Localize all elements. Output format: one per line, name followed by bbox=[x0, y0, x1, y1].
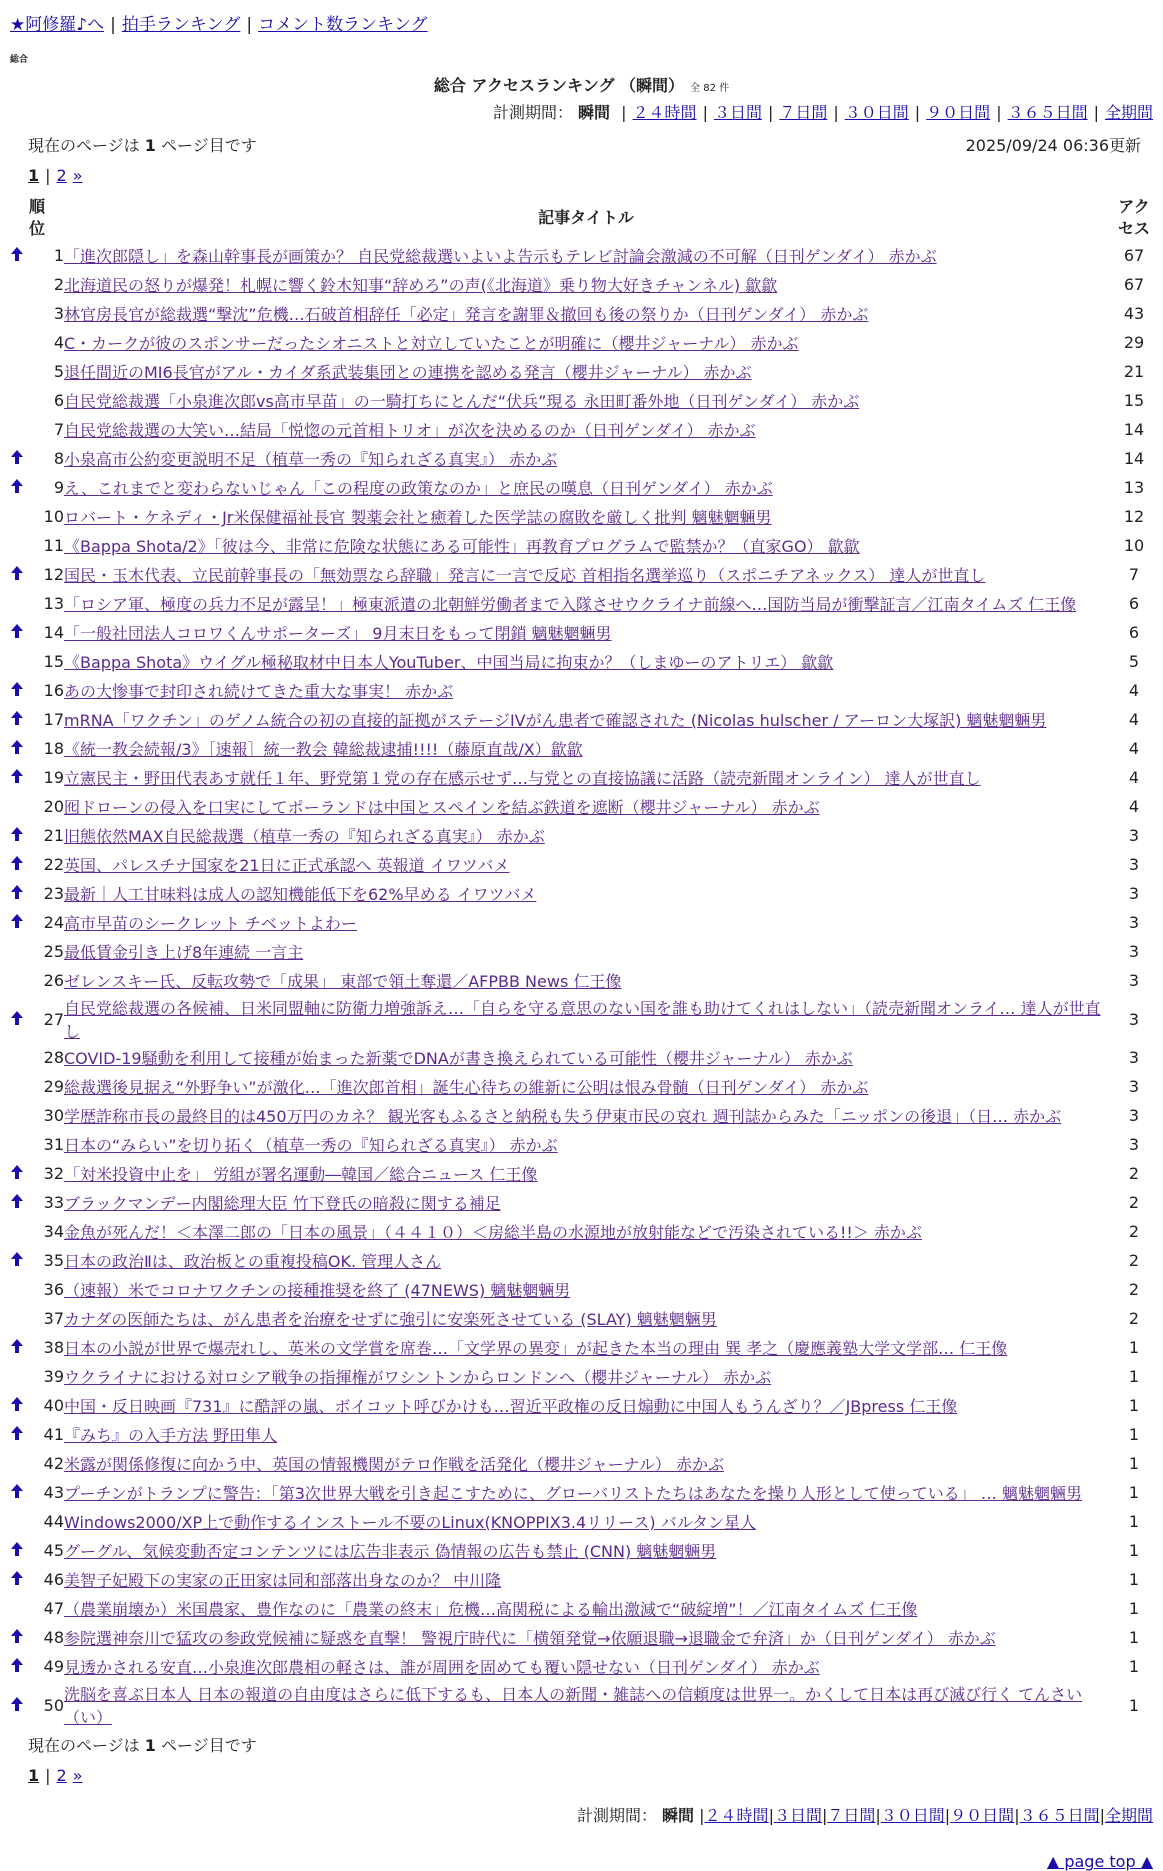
period-links: | ２４時間 | ３日間 | ７日間 | ３０日間 | ９０日間 | ３６５日間 | 全期間 bbox=[621, 103, 1153, 122]
table-row bbox=[10, 1594, 1160, 1623]
table-header-row bbox=[10, 195, 1160, 241]
table-row bbox=[10, 415, 1160, 444]
access-count: 2 bbox=[1128, 1280, 1140, 1299]
rank-cell: 27 bbox=[43, 1009, 64, 1029]
table-row bbox=[10, 1391, 1160, 1420]
article-link[interactable]: 高市早苗のシークレット チベットよわー bbox=[64, 914, 357, 933]
updated-time: 2025/09/24 06:36更新 bbox=[965, 136, 1141, 155]
rank-cell: 42 bbox=[43, 1454, 64, 1473]
table-row bbox=[10, 1304, 1160, 1333]
table-row bbox=[10, 763, 1160, 792]
rank-cell: 39 bbox=[43, 1367, 64, 1386]
page-info-row bbox=[28, 133, 1141, 156]
up-arrow-icon bbox=[11, 1483, 23, 1502]
period-link-1-bottom[interactable]: ３日間 bbox=[773, 1806, 822, 1825]
period-label-bottom: 計測期間： bbox=[576, 1806, 657, 1825]
table-row bbox=[10, 850, 1160, 879]
table-row bbox=[10, 473, 1160, 502]
period-current-bottom: 瞬間 bbox=[662, 1806, 695, 1825]
article-link[interactable]: 英国、パレスチナ国家を21日に正式承認へ 英報道 イワツバメ bbox=[64, 856, 510, 875]
access-count: 1 bbox=[1128, 1454, 1140, 1473]
rank-cell: 12 bbox=[43, 565, 64, 584]
article-link[interactable]: 参院選神奈川で猛攻の参政党候補に疑惑を直撃！ 警視庁時代に「横領発覚→依願退職→退職金で弁済」か（日刊ゲンダイ） 赤かぶ bbox=[64, 1629, 996, 1648]
rank-cell: 45 bbox=[43, 1541, 64, 1560]
period-link-4[interactable]: ９０日間 bbox=[926, 103, 991, 122]
up-arrow-icon bbox=[11, 826, 23, 845]
table-row bbox=[10, 879, 1160, 908]
comment-ranking-link[interactable]: コメント数ランキング bbox=[258, 15, 428, 35]
table-row bbox=[10, 1101, 1160, 1130]
up-arrow-icon bbox=[11, 884, 23, 903]
rank-cell: 16 bbox=[43, 681, 64, 700]
rank-cell: 38 bbox=[43, 1338, 64, 1357]
article-link[interactable]: 学歴詐称市長の最終目的は450万円のカネ？ 観光客もふるさと納税も失う伊東市民の哀れ 週刊誌からみた「ニッポンの後退」（日… 赤かぶ bbox=[64, 1107, 1062, 1126]
article-link[interactable]: プーチンがトランプに警告：「第3次世界大戦を引き起こすために、グローバリストたちはあなたを操り人形として使っている」 … 魑魅魍魎男 bbox=[64, 1484, 1082, 1503]
article-link[interactable]: 「ロシア軍、極度の兵力不足が露呈！」極東派遣の北朝鮮労働者まで入隊させウクライナ前線へ…国防当局が衝撃証言／江南タイムズ 仁王像 bbox=[64, 595, 1077, 614]
rank-cell: 30 bbox=[43, 1106, 64, 1125]
rank-cell: 47 bbox=[43, 1599, 64, 1618]
page-info-row-bottom bbox=[28, 1733, 1141, 1756]
table-row bbox=[10, 1449, 1160, 1478]
table-row bbox=[10, 531, 1160, 560]
asyura-home-link[interactable]: ★阿修羅♪へ bbox=[10, 15, 105, 35]
rank-cell: 5 bbox=[53, 362, 64, 381]
access-count: 4 bbox=[1128, 768, 1140, 787]
access-count: 3 bbox=[1128, 1077, 1140, 1096]
table-row bbox=[10, 1072, 1160, 1101]
article-link[interactable]: 中国・反日映画『731』に酷評の嵐、ボイコット呼びかけも…習近平政権の反日煽動に中国人もうんざり？／JBpress 仁王像 bbox=[64, 1397, 958, 1416]
article-link[interactable]: 米露が関係修復に向かう中、英国の情報機関がテロ作戦を活発化（櫻井ジャーナル） 赤かぶ bbox=[64, 1455, 724, 1474]
rank-cell: 48 bbox=[43, 1628, 64, 1647]
table-row bbox=[10, 1420, 1160, 1449]
article-link[interactable]: 日本の“みらい”を切り拓く（植草一秀の『知られざる真実』） 赤かぶ bbox=[64, 1136, 558, 1155]
table-row bbox=[10, 647, 1160, 676]
article-link[interactable]: カナダの医師たちは、がん患者を治療をせずに強引に安楽死させている (SLAY) 魑魅魍魎男 bbox=[64, 1310, 717, 1329]
access-count: 14 bbox=[1123, 420, 1145, 439]
access-count: 21 bbox=[1123, 362, 1145, 381]
article-link[interactable]: え、これまでと変わらないじゃん「この程度の政策なのか」と庶民の嘆息（日刊ゲンダイ） 赤かぶ bbox=[64, 479, 773, 498]
access-count: 3 bbox=[1128, 1135, 1140, 1154]
rank-cell: 19 bbox=[43, 768, 64, 787]
article-link[interactable]: 「進次郎隠し」を森山幹事長が画策か？ 自民党総裁選いよいよ告示もテレビ討論会激減の不可解（日刊ゲンダイ） 赤かぶ bbox=[64, 247, 937, 266]
access-count: 2 bbox=[1128, 1309, 1140, 1328]
up-arrow-icon bbox=[11, 1396, 23, 1415]
access-count: 1 bbox=[1128, 1657, 1140, 1676]
table-row bbox=[10, 328, 1160, 357]
rank-cell: 11 bbox=[43, 536, 64, 555]
article-link[interactable]: 《Bappa Shota》ウイグル極秘取材中日本人YouTuber、中国当局に拘束か？（しまゆーのアトリエ） 歙歙 bbox=[64, 653, 834, 672]
pagination-top: 1 | 2 » bbox=[28, 166, 83, 185]
rank-cell: 31 bbox=[43, 1135, 64, 1154]
access-count: 1 bbox=[1128, 1541, 1140, 1560]
access-count: 2 bbox=[1128, 1164, 1140, 1183]
access-count: 3 bbox=[1128, 971, 1140, 990]
access-count: 4 bbox=[1128, 681, 1140, 700]
table-row bbox=[10, 560, 1160, 589]
rank-cell: 34 bbox=[43, 1222, 64, 1241]
up-arrow-icon bbox=[11, 449, 23, 468]
article-link[interactable]: あの大惨事で封印され続けてきた重大な事実！ 赤かぶ bbox=[64, 682, 454, 701]
period-link-5-bottom[interactable]: ３６５日間 bbox=[1019, 1806, 1100, 1825]
table-row bbox=[10, 386, 1160, 415]
article-link[interactable]: 『みち』の入手方法 野田隼人 bbox=[64, 1426, 278, 1445]
page-current-bottom: 1 bbox=[28, 1766, 40, 1785]
rank-cell: 14 bbox=[43, 623, 64, 642]
article-link[interactable]: ゼレンスキー氏、反転攻勢で「成果」 東部で領土奪還／AFPBB News 仁王像 bbox=[64, 972, 622, 991]
up-arrow-icon bbox=[11, 768, 23, 787]
access-count: 13 bbox=[1123, 478, 1145, 497]
table-row bbox=[10, 1188, 1160, 1217]
article-link[interactable]: ブラックマンデー内閣総理大臣 竹下登氏の暗殺に関する補足 bbox=[64, 1194, 501, 1213]
table-row bbox=[10, 908, 1160, 937]
page-top-row bbox=[10, 1852, 1153, 1871]
up-arrow-icon bbox=[11, 1193, 23, 1212]
rank-cell: 21 bbox=[43, 826, 64, 845]
table-row bbox=[10, 357, 1160, 386]
page-2-link-bottom[interactable]: 2 bbox=[56, 1766, 67, 1785]
table-row bbox=[10, 1362, 1160, 1391]
rank-cell: 23 bbox=[43, 884, 64, 903]
rank-cell: 43 bbox=[43, 1483, 64, 1502]
article-link[interactable]: 立憲民主・野田代表あす就任１年、野党第１党の存在感示せず…与党との直接協議に活路（読売新聞オンライン） 達人が世直し bbox=[64, 769, 981, 788]
table-row bbox=[10, 444, 1160, 473]
rank-cell: 36 bbox=[43, 1280, 64, 1299]
period-link-3-bottom[interactable]: ３０日間 bbox=[880, 1806, 945, 1825]
rank-cell: 1 bbox=[53, 246, 64, 265]
access-count: 3 bbox=[1128, 826, 1140, 845]
table-row bbox=[10, 1507, 1160, 1536]
article-link[interactable]: mRNA「ワクチン」のゲノム統合の初の直接的証拠がステージIVがん患者で確認された (Nicolas hulscher / アーロン大塚訳) 魑魅魍魎男 bbox=[64, 711, 1047, 730]
rank-cell: 22 bbox=[43, 855, 64, 874]
page-title bbox=[10, 73, 1153, 96]
table-row bbox=[10, 966, 1160, 995]
total-count: 全 82 件 bbox=[690, 83, 730, 94]
period-link-2-bottom[interactable]: ７日間 bbox=[827, 1806, 876, 1825]
access-count: 7 bbox=[1128, 565, 1140, 584]
up-arrow-icon bbox=[11, 1251, 23, 1270]
period-link-2[interactable]: ７日間 bbox=[779, 103, 828, 122]
up-arrow-icon bbox=[11, 913, 23, 932]
access-count: 1 bbox=[1128, 1367, 1140, 1386]
access-count: 3 bbox=[1128, 913, 1140, 932]
period-link-4-bottom[interactable]: ９０日間 bbox=[950, 1806, 1015, 1825]
article-link[interactable]: 囮ドローンの侵入を口実にしてポーランドは中国とスペインを結ぶ鉄道を遮断（櫻井ジャーナル） 赤かぶ bbox=[64, 798, 820, 817]
article-link[interactable]: 日本の政治Ⅱは、政治板との重複投稿OK. 管理人さん bbox=[64, 1252, 442, 1271]
ranking-title: 総合 アクセスランキング （瞬間） bbox=[433, 76, 685, 95]
up-arrow-icon bbox=[11, 1657, 23, 1676]
access-count: 1 bbox=[1128, 1599, 1140, 1618]
period-link-3[interactable]: ３０日間 bbox=[844, 103, 909, 122]
period-link-6[interactable]: 全期間 bbox=[1104, 103, 1153, 122]
rank-cell: 6 bbox=[53, 391, 64, 410]
rank-cell: 26 bbox=[43, 971, 64, 990]
article-link[interactable]: 最新｜人工甘味料は成人の認知機能低下を62%早める イワツバメ bbox=[64, 885, 537, 904]
access-count: 6 bbox=[1128, 623, 1140, 642]
article-link[interactable]: ロバート・ケネディ・Jr米保健福祉長官 製薬会社と癒着した医学誌の腐敗を厳しく批判 魑魅魍魎男 bbox=[64, 508, 772, 527]
access-count: 3 bbox=[1128, 1009, 1140, 1029]
period-label: 計測期間： bbox=[492, 103, 573, 122]
table-row bbox=[10, 1275, 1160, 1304]
table-row bbox=[10, 589, 1160, 618]
rank-header: 順位 bbox=[28, 197, 45, 238]
access-count: 67 bbox=[1123, 246, 1145, 265]
access-count: 10 bbox=[1123, 536, 1145, 555]
access-header: アクセス bbox=[1117, 197, 1150, 238]
article-link[interactable]: C・カークが彼のスポンサーだったシオニストと対立していたことが明確に（櫻井ジャーナル） 赤かぶ bbox=[64, 334, 799, 353]
table-row bbox=[10, 676, 1160, 705]
table-row bbox=[10, 1159, 1160, 1188]
article-link[interactable]: 自民党総裁選の大笑い…結局「悦惚の元首相トリオ」が次を決めるのか（日刊ゲンダイ） 赤かぶ bbox=[64, 421, 756, 440]
table-row bbox=[10, 821, 1160, 850]
article-link[interactable]: 洗脳を喜ぶ日本人 日本の報道の自由度はさらに低下するも、日本人の新聞・雑誌への信頼度は世界一。かくして日本は再び滅び行く てんさい（い） bbox=[64, 1685, 1083, 1727]
article-link[interactable]: 金魚が死んだ！＜本澤二郎の「日本の風景」（４４１０）＜房総半島の水源地が放射能などで汚染されている!!＞ 赤かぶ bbox=[64, 1223, 922, 1242]
table-row bbox=[10, 1246, 1160, 1275]
access-count: 1 bbox=[1128, 1570, 1140, 1589]
up-arrow-icon bbox=[11, 1696, 23, 1715]
access-count: 1 bbox=[1128, 1338, 1140, 1357]
title-header: 記事タイトル bbox=[538, 208, 634, 227]
up-arrow-icon bbox=[11, 739, 23, 758]
article-link[interactable]: COVID-19騒動を利用して接種が始まった新薬でDNAが書き換えられている可能性（櫻井ジャーナル） 赤かぶ bbox=[64, 1049, 853, 1068]
article-link[interactable]: 退任間近のMI6長官がアル・カイダ系武装集団との連携を認める発言（櫻井ジャーナル） 赤かぶ bbox=[64, 363, 752, 382]
rank-cell: 20 bbox=[43, 797, 64, 816]
rank-cell: 10 bbox=[43, 507, 64, 526]
up-arrow-icon bbox=[11, 1570, 23, 1589]
article-link[interactable]: 小泉高市公約変更説明不足（植草一秀の『知られざる真実』） 赤かぶ bbox=[64, 450, 558, 469]
period-current: 瞬間 bbox=[578, 103, 611, 122]
access-count: 3 bbox=[1128, 1048, 1140, 1067]
access-count: 6 bbox=[1128, 594, 1140, 613]
access-count: 67 bbox=[1123, 275, 1145, 294]
access-count: 1 bbox=[1128, 1396, 1140, 1415]
table-row bbox=[10, 1130, 1160, 1159]
access-count: 2 bbox=[1128, 1222, 1140, 1241]
up-arrow-icon bbox=[11, 681, 23, 700]
article-link[interactable]: ウクライナにおける対ロシア戦争の指揮権がワシントンからロンドンへ（櫻井ジャーナル） 赤かぶ bbox=[64, 1368, 772, 1387]
period-link-5[interactable]: ３６５日間 bbox=[1007, 103, 1088, 122]
table-row bbox=[10, 618, 1160, 647]
article-link[interactable]: 自民党総裁選「小泉進次郎vs高市早苗」の一騎打ちにとんだ“伏兵”現る 永田町番外地（日刊ゲンダイ） 赤かぶ bbox=[64, 392, 860, 411]
access-count: 3 bbox=[1128, 855, 1140, 874]
up-arrow-icon bbox=[11, 710, 23, 729]
table-row bbox=[10, 1623, 1160, 1652]
access-count: 1 bbox=[1128, 1425, 1140, 1444]
up-arrow-icon bbox=[11, 855, 23, 874]
article-link[interactable]: 林官房長官が総裁選“撃沈”危機…石破首相辞任「必定」発言を謝罪＆撤回も後の祭りか（日刊ゲンダイ） 赤かぶ bbox=[64, 305, 869, 324]
table-row bbox=[10, 792, 1160, 821]
page-2-link[interactable]: 2 bbox=[56, 166, 67, 185]
table-row bbox=[10, 1565, 1160, 1594]
access-count: 12 bbox=[1123, 507, 1145, 526]
rank-cell: 46 bbox=[43, 1570, 64, 1589]
rank-cell: 2 bbox=[53, 275, 64, 294]
table-row bbox=[10, 241, 1160, 270]
article-link[interactable]: 《Bappa Shota/2》「彼は今、非常に危険な状態にある可能性」再教育プログラムで監禁か？（直家GO） 歙歙 bbox=[64, 537, 860, 556]
rank-cell: 35 bbox=[43, 1251, 64, 1270]
access-count: 15 bbox=[1123, 391, 1145, 410]
rank-cell: 37 bbox=[43, 1309, 64, 1328]
article-link[interactable]: （農業崩壊か）米国農家、豊作なのに「農業の終末」危機…高関税による輸出激減で“破綻増”！／江南タイムズ 仁王像 bbox=[64, 1600, 918, 1619]
table-row bbox=[10, 1043, 1160, 1072]
access-count: 14 bbox=[1123, 449, 1145, 468]
article-link[interactable]: 美智子妃殿下の実家の正田家は同和部落出身なのか？ 中川隆 bbox=[64, 1571, 502, 1590]
article-link[interactable]: （速報）米でコロナワクチンの接種推奨を終了 (47NEWS) 魑魅魍魎男 bbox=[64, 1281, 571, 1300]
rank-cell: 25 bbox=[43, 942, 64, 961]
table-row bbox=[10, 1333, 1160, 1362]
access-count: 4 bbox=[1128, 797, 1140, 816]
access-count: 4 bbox=[1128, 710, 1140, 729]
page-info-text-bottom: 現在のページは 1 ページ目です bbox=[28, 1736, 257, 1755]
period-selector-top bbox=[10, 100, 1153, 123]
up-arrow-icon bbox=[11, 478, 23, 497]
page-current: 1 bbox=[28, 166, 40, 185]
rank-cell: 9 bbox=[53, 478, 64, 497]
up-arrow-icon bbox=[11, 1541, 23, 1560]
table-row bbox=[10, 705, 1160, 734]
rank-cell: 7 bbox=[53, 420, 64, 439]
period-link-0[interactable]: ２４時間 bbox=[632, 103, 697, 122]
article-link[interactable]: Windows2000/XP上で動作するインストール不要のLinux(KNOPPIX3.4リリース) バルタン星人 bbox=[64, 1513, 757, 1532]
access-count: 3 bbox=[1128, 884, 1140, 903]
table-row bbox=[10, 270, 1160, 299]
category-tag: 総合 bbox=[10, 55, 29, 65]
access-count: 43 bbox=[1123, 304, 1145, 323]
table-row bbox=[10, 502, 1160, 531]
rank-cell: 50 bbox=[43, 1695, 64, 1715]
rank-cell: 29 bbox=[43, 1077, 64, 1096]
article-link[interactable]: 《統一教会続報/3》［速報］統一教会 韓総裁逮捕!!!!（藤原直哉/X）歙歙 bbox=[64, 740, 583, 759]
access-count: 3 bbox=[1128, 1106, 1140, 1125]
article-link[interactable]: 最低賃金引き上げ8年連続 一言主 bbox=[64, 943, 304, 962]
top-nav: ★阿修羅♪へ | 拍手ランキング | コメント数ランキング bbox=[10, 15, 428, 35]
up-arrow-icon bbox=[11, 1628, 23, 1647]
table-row bbox=[10, 1217, 1160, 1246]
article-link[interactable]: 「一般社団法人コロワくんサポーターズ」 9月末日をもって閉鎖 魑魅魍魎男 bbox=[64, 624, 612, 643]
rank-cell: 13 bbox=[43, 594, 64, 613]
table-row bbox=[10, 299, 1160, 328]
rank-cell: 18 bbox=[43, 739, 64, 758]
article-link[interactable]: 北海道民の怒りが爆発！札幌に響く鈴木知事“辞めろ”の声(《北海道》乗り物大好きチャンネル) 歙歙 bbox=[64, 276, 778, 295]
period-selector-bottom bbox=[10, 1803, 1153, 1826]
access-count: 2 bbox=[1128, 1251, 1140, 1270]
period-link-0-bottom[interactable]: ２４時間 bbox=[704, 1806, 769, 1825]
applause-ranking-link[interactable]: 拍手ランキング bbox=[121, 15, 241, 35]
access-count: 3 bbox=[1128, 942, 1140, 961]
up-arrow-icon bbox=[11, 1010, 23, 1029]
article-link[interactable]: 国民・玉木代表、立民前幹事長の「無効票なら辞職」発言に一言で反応 首相指名選挙巡り（スポニチアネックス） 達人が世直し bbox=[64, 566, 986, 585]
access-count: 4 bbox=[1128, 739, 1140, 758]
table-row bbox=[10, 995, 1160, 1043]
page-top-link[interactable]: ▲ page top ▲ bbox=[1046, 1852, 1153, 1871]
rank-cell: 49 bbox=[43, 1657, 64, 1676]
up-arrow-icon bbox=[11, 1425, 23, 1444]
up-arrow-icon bbox=[11, 1338, 23, 1357]
rank-cell: 28 bbox=[43, 1048, 64, 1067]
rank-cell: 40 bbox=[43, 1396, 64, 1415]
period-link-1[interactable]: ３日間 bbox=[713, 103, 762, 122]
article-link[interactable]: 旧態依然MAX自民総裁選（植草一秀の『知られざる真実』） 赤かぶ bbox=[64, 827, 545, 846]
next-page-link[interactable]: » bbox=[72, 166, 83, 185]
rank-cell: 17 bbox=[43, 710, 64, 729]
rank-cell: 3 bbox=[53, 304, 64, 323]
article-link[interactable]: グーグル、気候変動否定コンテンツには広告非表示 偽情報の広告も禁止 (CNN) 魑魅魍魎男 bbox=[64, 1542, 717, 1561]
access-count: 1 bbox=[1128, 1695, 1140, 1715]
table-row bbox=[10, 1681, 1160, 1729]
article-link[interactable]: 日本の小説が世界で爆売れし、英米の文学賞を席巻…「文学界の異変」が起きた本当の理由 巽 孝之（慶應義塾大学文学部… 仁王像 bbox=[64, 1339, 1008, 1358]
rank-cell: 32 bbox=[43, 1164, 64, 1183]
up-arrow-icon bbox=[11, 1164, 23, 1183]
table-row bbox=[10, 1652, 1160, 1681]
table-row bbox=[10, 734, 1160, 763]
rank-cell: 15 bbox=[43, 652, 64, 671]
access-count: 1 bbox=[1128, 1512, 1140, 1531]
access-count: 1 bbox=[1128, 1483, 1140, 1502]
article-link[interactable]: 「対米投資中止を」 労組が署名運動―韓国／総合ニュース 仁王像 bbox=[64, 1165, 538, 1184]
pagination-bottom: 1 | 2 » bbox=[28, 1766, 83, 1785]
table-row bbox=[10, 937, 1160, 966]
up-arrow-icon bbox=[11, 565, 23, 584]
up-arrow-icon bbox=[11, 623, 23, 642]
article-link[interactable]: 自民党総裁選の各候補、日米同盟軸に防衛力増強訴え…「自らを守る意思のない国を誰も助けてくれはしない」（読売新聞オンライ… 達人が世直し bbox=[64, 999, 1101, 1041]
up-arrow-icon bbox=[11, 246, 23, 265]
period-link-6-bottom[interactable]: 全期間 bbox=[1104, 1806, 1153, 1825]
article-link[interactable]: 総裁選後見据え“外野争い”が激化…「進次郎首相」誕生心待ちの維新に公明は恨み骨髄（日刊ゲンダイ） 赤かぶ bbox=[64, 1078, 869, 1097]
rank-cell: 33 bbox=[43, 1193, 64, 1212]
access-count: 5 bbox=[1128, 652, 1140, 671]
next-page-link-bottom[interactable]: » bbox=[72, 1766, 83, 1785]
ranking-table bbox=[10, 195, 1160, 1729]
rank-cell: 24 bbox=[43, 913, 64, 932]
article-link[interactable]: 見透かされる安直…小泉進次郎農相の軽さは、誰が周囲を固めても覆い隠せない（日刊ゲンダイ） 赤かぶ bbox=[64, 1658, 820, 1677]
access-count: 2 bbox=[1128, 1193, 1140, 1212]
rank-cell: 41 bbox=[43, 1425, 64, 1444]
rank-cell: 8 bbox=[53, 449, 64, 468]
rank-cell: 44 bbox=[43, 1512, 64, 1531]
access-count: 29 bbox=[1123, 333, 1145, 352]
rank-cell: 4 bbox=[53, 333, 64, 352]
page-info-text: 現在のページは 1 ページ目です bbox=[28, 136, 257, 155]
table-row bbox=[10, 1478, 1160, 1507]
period-links-bottom: |２４時間|３日間|７日間|３０日間|９０日間|３６５日間|全期間 bbox=[699, 1806, 1153, 1825]
table-row bbox=[10, 1536, 1160, 1565]
access-count: 1 bbox=[1128, 1628, 1140, 1647]
